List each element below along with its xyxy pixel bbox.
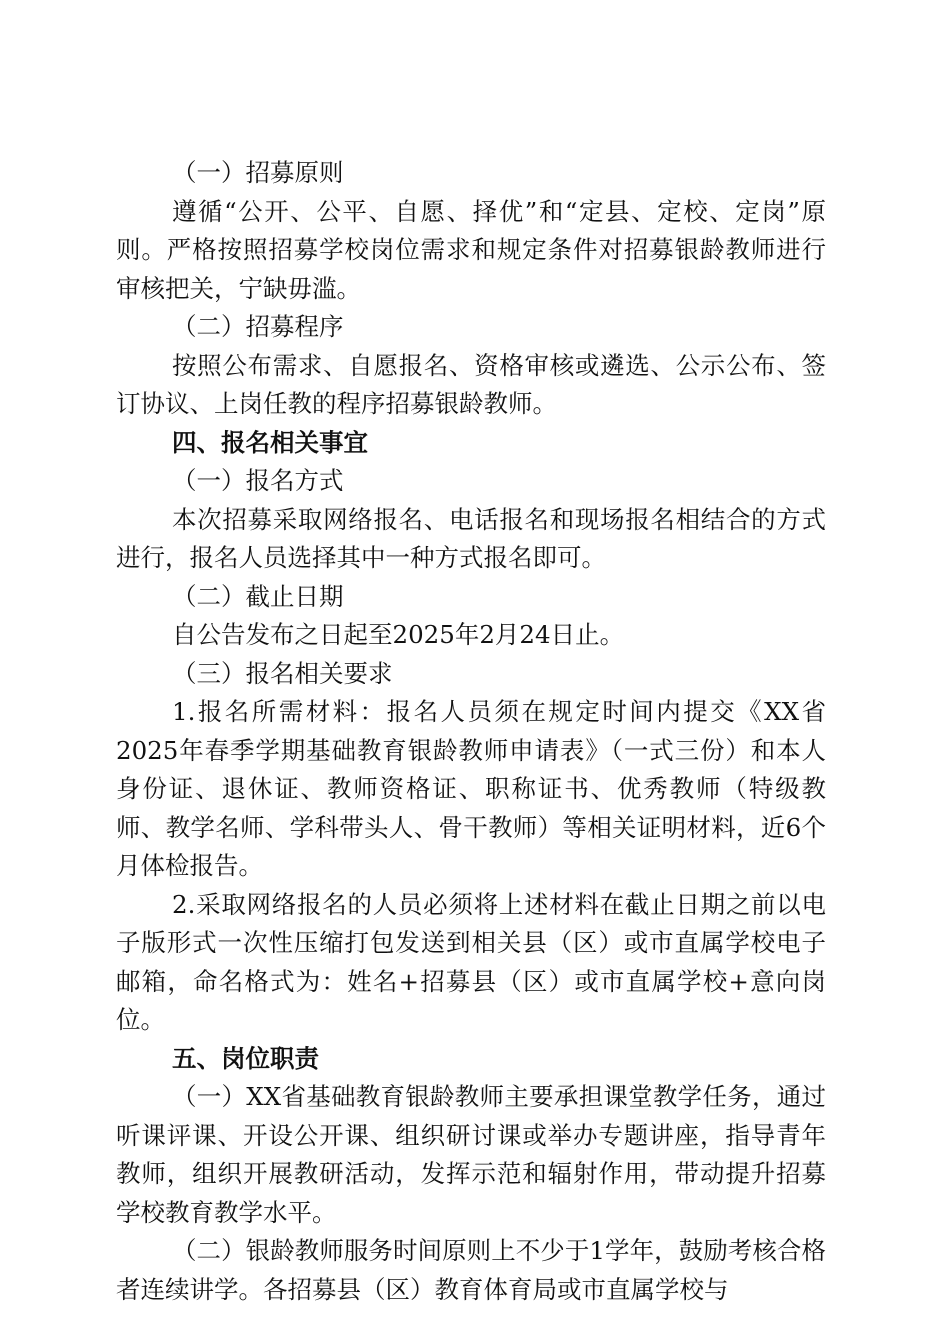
section-heading: （一）报名方式 [172,466,344,495]
paragraph: 本次招募采取网络报名、电话报名和现场报名相结合的方式进行，报名人员选择其中一种方式报名即可。 [116,504,826,572]
section-heading: （二）截止日期 [172,581,344,611]
list-item: 2.采取网络报名的人员必须将上述材料在截止日期之前以电子版形式一次性压缩打包发送到相关县（区）或市直属学校电子邮箱，命名格式为：姓名+招募县（区）或市直属学校+意向岗位。 [116,889,826,1034]
chapter-heading: 四、报名相关事宜 [172,427,368,457]
chapter-heading: 五、岗位职责 [172,1043,319,1073]
paragraph: （二）银龄教师服务时间原则上不少于1学年，鼓励考核合格者连续讲学。各招募县（区）教育体育局或市直属学校与 [116,1236,826,1304]
section-heading: （三）报名相关要求 [172,658,393,688]
paragraph: 遵循“公开、公平、自愿、择优”和“定县、定校、定岗”原则。严格按照招募学校岗位需求和规定条件对招募银龄教师进行审核把关，宁缺毋滥。 [116,196,826,303]
paragraph: （一）XX省基础教育银龄教师主要承担课堂教学任务，通过听课评课、开设公开课、组织研讨课或举办专题讲座，指导青年教师，组织开展教研活动，发挥示范和辐射作用，带动提升招募学校教育教学水平。 [116,1082,826,1227]
section-heading: （二）招募程序 [172,312,344,341]
section-heading: （一）招募原则 [172,158,344,187]
paragraph: 自公告发布之日起至2025年2月24日止。 [172,620,625,649]
document-page [116,154,826,1309]
list-item: 1.报名所需材料：报名人员须在规定时间内提交《XX省2025年春季学期基础教育银龄教师申请表》（一式三份）和本人身份证、退休证、教师资格证、职称证书、优秀教师（特级教师、教学名师、学科带头人、骨干教师）等相关证明材料，近6个月体检报告。 [116,697,826,880]
paragraph: 按照公布需求、自愿报名、资格审核或遴选、公示公布、签订协议、上岗任教的程序招募银龄教师。 [116,350,826,418]
